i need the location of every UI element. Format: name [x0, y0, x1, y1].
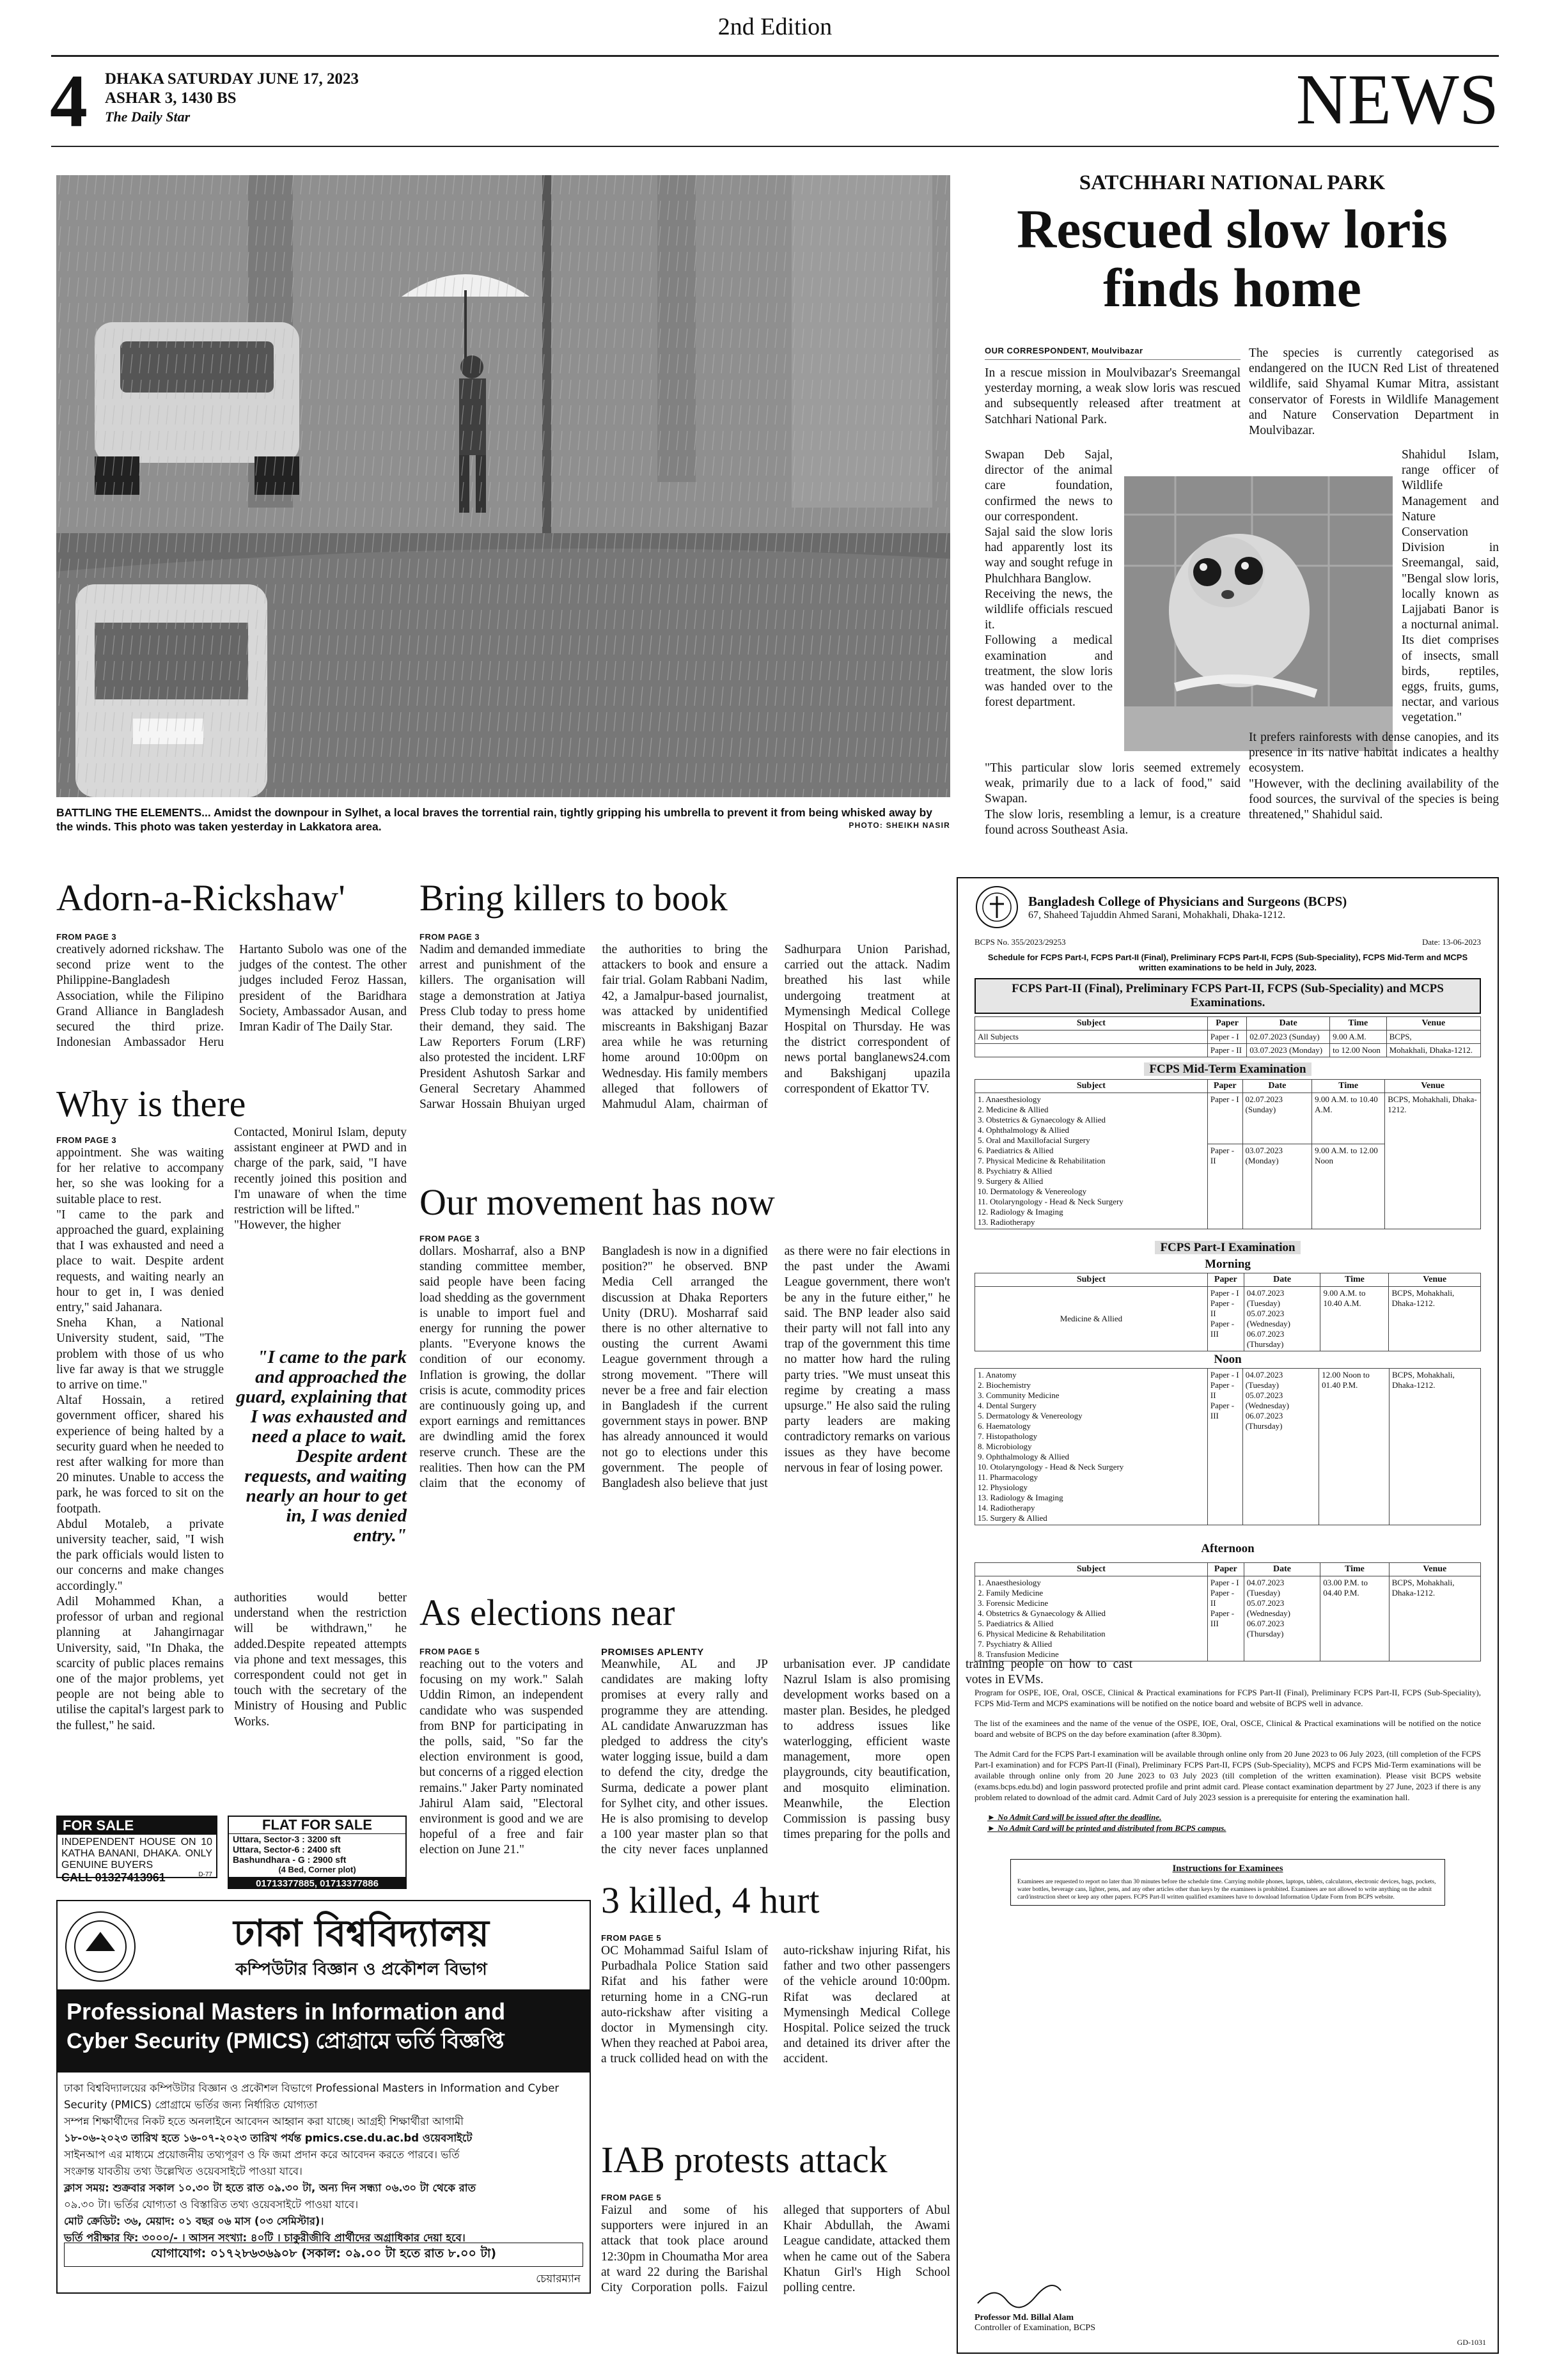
section-title: NEWS: [1296, 60, 1499, 139]
photo-credit: PHOTO: SHEIKH NASIR: [849, 821, 950, 830]
bcps-logo-icon: [975, 885, 1019, 929]
subject-item: 4. Ophthalmology & Allied: [978, 1125, 1069, 1135]
subject-item: 2. Medicine & Allied: [978, 1105, 1049, 1114]
loris-headline-line2: finds home: [1103, 257, 1361, 318]
table-row: [975, 1093, 1481, 1144]
subject-item: 4. Obstetrics & Gynaecology & Allied: [978, 1608, 1106, 1618]
du-banner-line1: Professional Masters in Information and: [67, 1998, 506, 2025]
date: 06.07.2023 (Thursday): [1246, 1329, 1285, 1349]
killers-headline: Bring killers to book: [419, 877, 728, 919]
subject-item: 14. Radiotherapy: [978, 1503, 1035, 1513]
cell: 9.00 A.M.: [1330, 1031, 1387, 1044]
for-sale-text: INDEPENDENT HOUSE ON 10 KATHA BANANI, DHAKA. ONLY GENUINE BUYERS: [61, 1837, 212, 1871]
date: 06.07.2023 (Thursday): [1246, 1619, 1285, 1638]
bcps-morning: Morning: [1205, 1257, 1251, 1271]
subject-item: 3. Obstetrics & Gynaecology & Allied: [978, 1115, 1106, 1124]
bcps-bullet-2: ► No Admit Card will be printed and distributed from BCPS campus.: [987, 1823, 1226, 1833]
subject-item: 10. Dermatology & Venereology: [978, 1186, 1087, 1196]
bcps-signature-block: [975, 2284, 1095, 2333]
du-body-line: ঢাকা বিশ্ববিদ্যালয়ের কম্পিউটার বিজ্ঞান ও প্রকৌশল বিভাগে Professional Masters in Information and Cyber Security (PMICS) প্রোগ্রামে ভর্তির জন্য নির্ধারিত যোগ্যতা: [64, 2082, 560, 2111]
cell: to 12.00 Noon: [1330, 1044, 1387, 1057]
cell: 02.07.2023 (Sunday): [1247, 1031, 1330, 1044]
du-body-line: সম্পন্ন শিক্ষার্থীদের নিকট হতে অনলাইনে আবেদন আহ্বান করা যাচ্ছে। আগ্রহী শিক্ষার্থীরা আগামী: [64, 2115, 464, 2127]
subject-item: 13. Radiotherapy: [978, 1217, 1035, 1227]
bcps-table-5: [975, 1562, 1481, 1661]
subject-item: 11. Pharmacology: [978, 1472, 1038, 1482]
subject-item: 15. Surgery & Allied: [978, 1513, 1047, 1523]
paper: Paper - III: [1210, 1319, 1235, 1339]
subject-item: 3. Community Medicine: [978, 1390, 1060, 1400]
bcps-instructions: [1010, 1859, 1445, 1906]
loris-col2-mid: Shahidul Islam, range officer of Wildlife Management and Nature Conservation Division in Sreemangal, said, "Bengal slow loris, locally known as Lajjabati Banor is a nocturnal animal. Its diet comprises of insects, small birds, reptiles, eggs, fruits, gums, nectar, and various vegetation.": [1402, 448, 1499, 725]
du-title: ঢাকা বিশ্ববিদ্যালয়: [233, 1911, 489, 1955]
du-body-line: ১৮-০৬-২০২৩ তারিখ হতে ১৬-০৭-২০২৩ তারিখ পর্যন্ত pmics.cse.du.ac.bd ওয়েবসাইটে: [64, 2132, 473, 2144]
flat-line-1: Uttara, Sector-3 : 3200 sft: [233, 1834, 341, 1844]
table-row: [975, 1287, 1481, 1351]
bangla-date: ASHAR 3, 1430 BS: [105, 89, 237, 107]
loris-photo: [1124, 476, 1393, 751]
subject-list: [975, 1369, 1208, 1525]
col-paper: Paper: [1207, 1563, 1244, 1576]
bcps-table-3: [975, 1273, 1481, 1351]
byline-rule: [985, 359, 1241, 360]
table-row: [975, 1576, 1481, 1661]
subject-item: 12. Physiology: [978, 1482, 1028, 1492]
cell: [1244, 1287, 1320, 1351]
cell: Paper - I: [1207, 1031, 1246, 1044]
elections-from-page: FROM PAGE 5: [419, 1647, 480, 1656]
bcps-sec3-label: FCPS Part-I Examination: [1155, 1241, 1300, 1254]
cell: BCPS, Mohakhali, Dhaka-1212.: [1390, 1369, 1481, 1525]
col-paper: Paper: [1207, 1080, 1242, 1093]
cell: [975, 1044, 1208, 1057]
flat-line-3: Bashundhara - G : 2900 sft: [233, 1855, 347, 1865]
date: 04.07.2023 (Tuesday): [1246, 1288, 1285, 1308]
du-banner-line2: Cyber Security (PMICS) প্রোগ্রামে ভর্তি বিজ্ঞপ্তি: [67, 2029, 505, 2053]
cell: [1244, 1576, 1320, 1661]
cell: 9.00 A.M. to 12.00 Noon: [1312, 1144, 1385, 1229]
flat-phone: 01713377885, 01713377886: [228, 1878, 407, 1889]
loris-headline-line1: Rescued slow loris: [1017, 198, 1448, 260]
bcps-address: 67, Shaheed Tajuddin Ahmed Sarani, Mohakhali, Dhaka-1212.: [1028, 909, 1286, 921]
du-banner: [58, 1989, 590, 2073]
rickshaw-headline: Adorn-a-Rickshaw': [56, 877, 345, 919]
du-signature: চেয়ারম্যান: [536, 2273, 581, 2285]
col-venue: Venue: [1386, 1017, 1480, 1031]
subject-item: 1. Anaesthesiology: [978, 1094, 1041, 1104]
subject-list: [975, 1093, 1208, 1229]
subject-item: 7. Physical Medicine & Rehabilitation: [978, 1156, 1106, 1165]
du-contact: যোগাযোগ: ০১৭২৮৬৩৬৯০৮ (সকাল: ০৯.০০ টা হতে রাত ৮.০০ টা): [64, 2243, 583, 2267]
subject-item: 12. Radiology & Imaging: [978, 1207, 1063, 1217]
iab-headline: IAB protests attack: [601, 2139, 888, 2181]
du-logo: [65, 1911, 136, 1982]
bcps-ref-row: [975, 937, 1481, 947]
subject-item: 6. Haematology: [978, 1421, 1031, 1431]
col-paper: Paper: [1207, 1273, 1244, 1287]
bcps-notice: [957, 877, 1499, 2354]
top-rule: [51, 55, 1499, 57]
table-row: [975, 1044, 1481, 1057]
subject-item: 4. Dental Surgery: [978, 1401, 1037, 1410]
bullet-text: No Admit Card will be printed and distributed from BCPS campus.: [998, 1823, 1226, 1833]
slow-loris-image: [1124, 476, 1393, 751]
iab-from-page: FROM PAGE 5: [601, 2193, 662, 2202]
paper-name: The Daily Star: [105, 109, 191, 125]
killed-headline: 3 killed, 4 hurt: [601, 1879, 820, 1921]
du-body-line: ০৯.৩০ টা। ভর্তির যোগ্যতা ও বিস্তারিত তথ্য ওয়েবসাইটে পাওয়া যাবে।: [64, 2198, 359, 2211]
table-row: [975, 1369, 1481, 1525]
cell: [1242, 1369, 1319, 1525]
loris-col2-top: The species is currently categorised as endangered on the IUCN Red List of threatened wildlife, said Shyamal Kumar Mitra, assistant conservator of Forests in Wildlife Management and Nature Conservation Department in Moulvibazar.: [1249, 346, 1499, 438]
bcps-afternoon: Afternoon: [1201, 1542, 1255, 1555]
col-subject: Subject: [975, 1273, 1208, 1287]
bcps-date: Date: 13-06-2023: [1421, 937, 1481, 947]
date: 06.07.2023 (Thursday): [1245, 1411, 1283, 1431]
bullet-text: No Admit Card will be issued after the deadline.: [998, 1812, 1162, 1822]
col-time: Time: [1320, 1563, 1389, 1576]
bcps-note-2: The list of the examinees and the name of the venue of the OSPE, IOE, Oral, OSCE, Clinical & Practical examinations will be notified on the notice board and website of BCPS on the day before examination (after 8.30pm).: [975, 1718, 1481, 1739]
cell: 03.07.2023 (Monday): [1242, 1144, 1312, 1229]
for-sale-code: D-77: [198, 1871, 212, 1878]
loris-kicker: SATCHHARI NATIONAL PARK: [1079, 171, 1386, 194]
paper: Paper - III: [1210, 1608, 1235, 1628]
cell: BCPS, Mohakhali, Dhaka-1212.: [1389, 1576, 1480, 1661]
bcps-sec2-label: FCPS Mid-Term Examination: [1144, 1062, 1311, 1076]
for-sale-phone: CALL 01327413961: [61, 1871, 166, 1884]
cell: 02.07.2023 (Sunday): [1242, 1093, 1312, 1144]
du-body-line: মোট ক্রেডিট: ৩৬, মেয়াদ: ০১ বছর ০৬ মাস (০৩ সেমিস্টার)।: [64, 2215, 324, 2227]
paper: Paper - I: [1210, 1288, 1239, 1298]
cell: [1207, 1369, 1242, 1525]
loris-col2-bottom: It prefers rainforests with dense canopies, and its presence in its native habitat indicates a healthy ecosystem. "However, with the declining availability of the food sources, the survival of the species is being threatened," Shahidul said.: [1249, 731, 1499, 822]
cell: 12.00 Noon to 01.40 P.M.: [1319, 1369, 1390, 1525]
subject-item: 2. Family Medicine: [978, 1588, 1044, 1598]
iab-body: Faizul and some of his supporters were injured in an attack that took place around 12:30pm in Choumatha Mor area at ward 22 during the Barishal City Corporation polls. Faizul alleged that supporters of Abul Khair Abdullah, the Awami League candidate, attacked them when he came out of the Sabera Khatun Girl's High School polling centre.: [601, 2204, 950, 2295]
du-body-line: ক্লাস সময়: শুক্রবার সকাল ১০.৩০ টা হতে রাত ০৯.৩০ টা, অন্য দিন সন্ধ্যা ০৬.৩০ টা থেকে রাত: [64, 2182, 476, 2194]
elections-col1: reaching out to the voters and focusing on my work." Salah Uddin Rimon, an independent candidate who was suspended from BNP for participating in the polls, said, "So far the election environment is good, but concerns of a rigged election remains." Jaker Party nominated Jahirul Alam said, "Electoral environment is good and we are hopeful of a free and fair election on June 21.": [419, 1658, 583, 1857]
for-sale-ad: [56, 1816, 217, 1884]
subject-item: 5. Paediatrics & Allied: [978, 1619, 1054, 1628]
cell: BCPS, Mohakhali, Dhaka-1212.: [1389, 1287, 1481, 1351]
bcps-note-1: Program for OSPE, IOE, Oral, OSCE, Clinical & Practical examinations for FCPS Part-II (Final), Preliminary FCPS Part-II, FCPS (Sub-Speciality), FCPS Mid-Term and MCPS examinations will be notified on the notice board and website of BCPS well in advance.: [975, 1688, 1481, 1708]
col-date: Date: [1247, 1017, 1330, 1031]
col-venue: Venue: [1389, 1273, 1481, 1287]
cell: Mohakhali, Dhaka-1212.: [1386, 1044, 1480, 1057]
subject-item: 5. Dermatology & Venereology: [978, 1411, 1083, 1420]
subject-item: 9. Ophthalmology & Allied: [978, 1452, 1069, 1461]
movement-from-page: FROM PAGE 3: [419, 1234, 480, 1243]
col-time: Time: [1320, 1273, 1389, 1287]
killers-from-page: FROM PAGE 3: [419, 932, 480, 942]
cell: 03.00 P.M. to 04.40 P.M.: [1320, 1576, 1389, 1661]
flat-sale-title: FLAT FOR SALE: [229, 1817, 405, 1834]
du-body-line: সংক্রান্ত যাবতীয় তথ্য উল্লেখিত ওয়েবসাইটে পাওয়া যাবে।: [64, 2165, 302, 2177]
why-from-page: FROM PAGE 3: [56, 1135, 117, 1145]
subject-item: 3. Forensic Medicine: [978, 1598, 1049, 1608]
elections-headline: As elections near: [419, 1592, 675, 1633]
bcps-noon: Noon: [1214, 1353, 1242, 1366]
col-subject: Subject: [975, 1017, 1208, 1031]
subject-item: 8. Transfusion Medicine: [978, 1649, 1059, 1659]
movement-headline: Our movement has now: [419, 1181, 775, 1223]
bcps-signer: Professor Md. Billal Alam: [975, 2313, 1074, 2322]
why-col2-top: Contacted, Monirul Islam, deputy assistant engineer at PWD and in charge of the park, said, "I have recently joined this position and I'm unaware of when the time restriction will be lifted." "However, the higher: [234, 1126, 407, 1233]
why-headline: Why is there: [56, 1083, 246, 1124]
subject-item: 7. Histopathology: [978, 1431, 1038, 1441]
subject-item: 1. Anatomy: [978, 1370, 1017, 1380]
bcps-sec3-title: [975, 1241, 1481, 1255]
date: 05.07.2023 (Wednesday): [1245, 1390, 1289, 1410]
cell: Paper - I: [1207, 1093, 1242, 1144]
cell: [1207, 1576, 1244, 1661]
flat-sale-ad: [228, 1816, 407, 1878]
killers-body: Nadim and demanded immediate arrest and punishment of the killers. The organisation will stage a demonstration at Jatiya Press Club today to press home their demand, they said. The Law Reporters Forum (LRF) also protested the incident. LRF President Ashutosh Sarkar and General Secretary Ahammed Sarwar Hossain Bhuiyan urged the authorities to bring the attackers to book and ensure a fair trial. Golam Rabbani Nadim, 42, a Jamalpur-based journalist, was attacked by unidentified miscreants in Bakshiganj Bazar area while he was returning home around 10:00pm on Wednesday. His family members alleged that followers of Mahmudul Alam, chairman of Sadhurpara Union Parishad, carried out the attack. Nadim breathed his last while undergoing treatment at Mymensingh Medical College Hospital on Thursday. He was the district correspondent of news portal banglanews24.com and Bakshiganj upazila correspondent of Ekattor TV.: [419, 943, 950, 1112]
bcps-table-1: [975, 1016, 1481, 1057]
killed-body: OC Mohammad Saiful Islam of Purbadhala Police Station said Rifat and his father were returning home in a CNG-run auto-rickshaw after visiting a doctor in Mymensingh city. When they reached at Paboi area, a truck collided head on with the auto-rickshaw injuring Rifat, his father and two other passengers of the vehicle around 10:00pm. Rifat was declared at Mymensingh Medical College Hospital. Police seized the truck and detained its driver after the accident.: [601, 1944, 950, 2066]
subject-list: [975, 1576, 1208, 1661]
du-emblem: [67, 1913, 134, 1980]
subject-item: 11. Otolaryngology - Head & Neck Surgery: [978, 1197, 1123, 1206]
why-col1: appointment. She was waiting for her relative to accompany her, so she was looking for a suitable place to rest. "I came to the park and approached the guard, explaining that I was exhausted and need a place to wait. Despite ardent requests, and waiting nearly an hour to get in, I was denied entry," said Jahanara. Sneha Khan, a National University student, said, "The problem with those of us who live far away is that we struggle to arrive on time." Altaf Hossain, a retired government officer, shared his experience of being halted by a security guard when he needed to rest after walking for more than 20 minutes. Unable to access the park, he was forced to sit on the footpath. Abdul Motaleb, a private university teacher, said, "I wish the park officials would listen to our concerns and make changes accordingly." Adil Mohammed Khan, a professor of urban and regional planning at Jahangirnagar University, said, "In Dhaka, the scarcity of public places remains one of the major problems, yet people are not being able to utilise the capital's largest park to the fullest," he said.: [56, 1146, 224, 1732]
col-date: Date: [1242, 1080, 1312, 1093]
masthead-rule: [51, 146, 1499, 147]
page-number: 4: [50, 59, 88, 143]
elections-col2: Meanwhile, AL and JP candidates are making lofty promises at every rally and programme they are attending. AL candidate Anwaruzzman has pledged to address the city's water logging issue, build a dam to defend the city, dredge the Surma, dedicate a power plant for Sylhet city, and other issues. He is also promising to develop a 100 year master plan so that the city never faces unplanned urbanisation ever. JP candidate Nazrul Islam is also promising development works based on a master plan. Besides, he pledged to address issues like waterlogging, efficient waste management, more open playgrounds, city beautification, and mosquito elimination. Meanwhile, the Election Commission is passing busy times preparing for the polls and training people on how to cast votes in EVMs.: [601, 1658, 1132, 1857]
signature-scribble: [975, 2284, 1064, 2310]
col-time: Time: [1330, 1017, 1387, 1031]
cell: Paper - II: [1207, 1044, 1246, 1057]
cell: BCPS,: [1386, 1031, 1480, 1044]
lead-photo-caption: BATTLING THE ELEMENTS... Amidst the downpour in Sylhet, a local braves the torrential rain, tightly gripping his umbrella to prevent it from being whisked away by the winds. This photo was taken yesterday in Lakkatora area.: [56, 806, 933, 833]
paper: Paper - II: [1210, 1588, 1235, 1608]
col-subject: Subject: [975, 1563, 1208, 1576]
bcps-ref: BCPS No. 355/2023/29253: [975, 937, 1066, 947]
subject-item: 10. Otolaryngology - Head & Neck Surgery: [978, 1462, 1124, 1472]
cell: Paper - II: [1207, 1144, 1242, 1229]
flat-line-2: Uttara, Sector-6 : 2400 sft: [233, 1844, 341, 1855]
bcps-sec2-title: [975, 1062, 1481, 1077]
col-subject: Subject: [975, 1080, 1208, 1093]
flat-line-4: (4 Bed, Corner plot): [278, 1865, 356, 1874]
col-venue: Venue: [1385, 1080, 1481, 1093]
loris-col1-bottom: "This particular slow loris seemed extremely weak, primarily due to a lack of food," said Swapan. The slow loris, resembling a lemur, is a creature found across Southeast Asia.: [985, 761, 1241, 837]
bcps-code: GD-1031: [1457, 2338, 1486, 2347]
subject-item: 13. Radiology & Imaging: [978, 1493, 1063, 1502]
subject-item: 6. Physical Medicine & Rehabilitation: [978, 1629, 1106, 1638]
du-body-line: সাইনআপ এর মাধ্যমে প্রয়োজনীয় তথ্যপূরণ ও ফি জমা প্রদান করে আবেদন করতে পারবে। ভর্তি: [64, 2149, 460, 2161]
rain-scene: [56, 175, 950, 797]
cell: 9.00 A.M. to 10.40 A.M.: [1312, 1093, 1385, 1144]
instructions-text: Examinees are requested to report no later than 30 minutes before the schedule time. Carrying mobile phones, laptops, tablets, calculators, electronic devices, bags, pockets, water bottles, beverage cans, lighter, pens, and any other articles other than keys by the examinees is prohibited. Examinees are not allowed to write anything on the admit card/instruction sheet or keep any other papers. FCPS Part-II written qualified examinees have to download Information Update Form from BCPS website.: [1017, 1879, 1436, 1901]
rickshaw-from-page: FROM PAGE 3: [56, 932, 117, 942]
cell: All Subjects: [975, 1031, 1208, 1044]
edition-label: 2nd Edition: [717, 13, 833, 40]
loris-col1-mid: Swapan Deb Sajal, director of the animal care foundation, confirmed the news to our correspondent. Sajal said the slow loris had apparently lost its way and sought refuge in Phulchhara Banglow. Receiving the news, the wildlife officials rescued it. Following a medical examination and treatment, the slow loris was handed over to the forest department.: [985, 448, 1113, 710]
loris-headline: [966, 199, 1499, 317]
subject-item: 8. Psychiatry & Allied: [978, 1166, 1053, 1176]
bcps-table-2: [975, 1079, 1481, 1229]
subject-item: 9. Surgery & Allied: [978, 1176, 1044, 1186]
du-body-line: ভর্তি পরীক্ষার ফি: ৩০০০/- । আসন সংখ্যা: ৪০টি । চাকুরীজীবি প্রার্থীদের অগ্রাধিকার দেয়া হবে।: [64, 2232, 466, 2244]
col-time: Time: [1312, 1080, 1385, 1093]
pull-quote: "I came to the park and approached the guard, explaining that I was exhausted and need a place to wait. Despite ardent requests, and waiting nearly an hour to get in, I was denied entry.": [236, 1347, 407, 1546]
subject-item: 6. Paediatrics & Allied: [978, 1146, 1054, 1155]
killed-from-page: FROM PAGE 5: [601, 1933, 662, 1943]
loris-byline: OUR CORRESPONDENT, Moulvibazar: [985, 346, 1143, 355]
du-ad: [56, 1900, 591, 2294]
cell: 03.07.2023 (Monday): [1247, 1044, 1330, 1057]
bcps-notes: [975, 1687, 1481, 1833]
du-body: [64, 2080, 583, 2246]
subject-item: 5. Oral and Maxillofacial Surgery: [978, 1135, 1090, 1145]
for-sale-call: [58, 1871, 216, 1885]
paper: Paper - II: [1210, 1298, 1235, 1318]
loris-col1-top: In a rescue mission in Moulvibazar's Sreemangal yesterday morning, a weak slow loris was rescued and subsequently released after treatment at Satchhari National Park.: [985, 366, 1241, 426]
for-sale-title: FOR SALE: [58, 1817, 216, 1835]
paper: Paper - III: [1210, 1401, 1235, 1420]
paper: Paper - II: [1210, 1380, 1235, 1400]
table-row: [975, 1031, 1481, 1044]
paper: Paper - I: [1210, 1578, 1239, 1587]
bcps-note-3: The Admit Card for the FCPS Part-I examination will be available through online only from 20 June 2023 to 06 July 2023, (till completion of the FCPS Part-I examination) and for FCPS Part-II (Final), Preliminary FCPS Part-II, FCPS (Sub-Speciality), MCPS and FCPS Mid-Term examinations will be available through online only from 20 June 2023 to 03 July 2023 (till completion of the written examination). Please visit BCPS website (exams.bcps.edu.bd) and login password protected profile and print admit card. Please contact examination department by 27 June, 2023 if there is any problem related to download of the admit card. Admit Card of July 2023 session is a prerequisite for entering the examination hall.: [975, 1749, 1481, 1802]
cell: 9.00 A.M. to 10.40 A.M.: [1320, 1287, 1389, 1351]
du-dept: কম্পিউটার বিজ্ঞান ও প্রকৌশল বিভাগ: [235, 1960, 487, 1979]
col-venue: Venue: [1389, 1563, 1480, 1576]
elections-subhead: PROMISES APLENTY: [601, 1647, 704, 1658]
lead-photo: [56, 175, 950, 797]
bcps-sec1-title: FCPS Part-II (Final), Preliminary FCPS Part-II, FCPS (Sub-Speciality) and MCPS Examinations.: [975, 978, 1481, 1014]
bcps-schedule-title: Schedule for FCPS Part-I, FCPS Part-II (Final), Preliminary FCPS Part-II, FCPS (Sub-Speciality), FCPS Mid-Term and MCPS written examinations to be held in July, 2023.: [987, 953, 1468, 972]
date: 05.07.2023 (Wednesday): [1246, 1598, 1290, 1618]
cell: Medicine & Allied: [975, 1287, 1208, 1351]
col-date: Date: [1244, 1563, 1320, 1576]
bcps-org: Bangladesh College of Physicians and Surgeons (BCPS): [1028, 893, 1347, 909]
instructions-title: Instructions for Examinees: [1172, 1863, 1283, 1874]
bcps-header: [975, 885, 1481, 929]
subject-item: 1. Anaesthesiology: [978, 1578, 1041, 1587]
cell: BCPS, Mohakhali, Dhaka-1212.: [1385, 1093, 1481, 1229]
cell: [1207, 1287, 1244, 1351]
date: 05.07.2023 (Wednesday): [1246, 1309, 1291, 1328]
col-paper: Paper: [1207, 1017, 1246, 1031]
bcps-bullet-1: ► No Admit Card will be issued after the deadline.: [987, 1812, 1162, 1822]
bcps-table-4: [975, 1368, 1481, 1525]
subject-item: 7. Psychiatry & Allied: [978, 1639, 1053, 1649]
date: 04.07.2023 (Tuesday): [1245, 1370, 1283, 1390]
subject-item: 2. Biochemistry: [978, 1380, 1031, 1390]
dateline: DHAKA SATURDAY JUNE 17, 2023: [105, 70, 359, 88]
why-col2-bottom: authorities would better understand when the restriction will be withdrawn," he added.Despite repeated attempts via phone and text messages, this correspondent could not get in touch with the secretary of the Ministry of Housing and Public Works.: [234, 1591, 407, 1729]
movement-body: dollars. Mosharraf, also a BNP standing committee member, said people have been facing load shedding as the government is unable to import fuel and energy for running the power plants. "Everyone knows the condition of our economy. Inflation is growing, the dollar crisis is acute, commodity prices are continuously going up, and export earnings and remittances are dwindling amid the forex reserve crunch. These are the realities. Then how can the PM claim that the economy of Bangladesh is now in a dignified position?" he observed. BNP Media Cell arranged the discussion at Dhaka Reporters Unity (DRU). Mosharraf said there is no other alternative to ousting the current Awami League government through a strong movement. "There will never be a free and fair election in Bangladesh if the current government stays in power. BNP has already announced it would not go to elections under this government. The people of Bangladesh also believe that just as there were no fair elections in the past under the Awami League government, there won't be any in the future either," he said. The BNP leader also said their party will not fall into any trap of the government this time no matter how hard the ruling party tries. "We must unseat this regime by creating a mass upsurge." He also said the ruling party leaders are making contradictory remarks on various issues as they have become nervous in fear of losing power.: [419, 1245, 950, 1491]
rickshaw-body: creatively adorned rickshaw. The second prize went to the Philippine-Bangladesh Association, while the Filipino Grand Alliance in Bangladesh secured the third prize. Indonesian Ambassador Heru Hartanto Subolo was one of the judges of the contest. The other judges included Feroz Hassan, president of the Baridhara Society, Ambassador Ausan, and Imran Kadir of The Daily Star.: [56, 943, 407, 1050]
col-date: Date: [1244, 1273, 1320, 1287]
bcps-signer-title: Controller of Examination, BCPS: [975, 2323, 1095, 2333]
subject-item: 8. Microbiology: [978, 1442, 1032, 1451]
date: 04.07.2023 (Tuesday): [1246, 1578, 1285, 1598]
paper: Paper - I: [1210, 1370, 1239, 1380]
